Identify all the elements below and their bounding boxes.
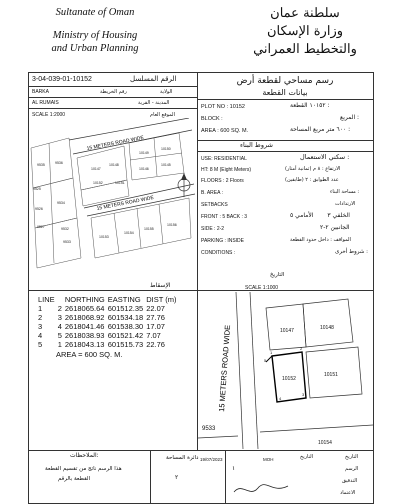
coordinates-header-row [38,295,179,304]
parcel-label: 10152 [93,181,103,185]
corner-4: 4 [279,396,282,401]
parcel-label: 9527 [37,225,45,229]
footer-num-2: ١ [232,465,236,472]
parcel-label: 9525 [33,187,41,191]
col-header-northing: NORTHING [64,295,105,304]
line-to: 5 [57,331,62,340]
floors-value: 2 Floors [225,178,244,184]
use-ar-row [300,154,349,160]
corner-3: 3 [302,392,305,397]
use-value: RESIDENTIAL [214,156,247,162]
row-divider [197,151,374,152]
parcel-label: 9532 [61,227,69,231]
plot-label-10152: 10152 [282,376,296,382]
footer-col-divider [150,450,151,504]
building-area-ar: مساحة البناء : [330,189,360,195]
row-divider [28,290,197,291]
table-row [38,322,179,331]
northing: 2618068.92 [64,313,105,322]
projection-label: الإسقاط [150,282,171,289]
drawing-road-label: 15 METERS ROAD WIDE [217,324,233,413]
setbacks-ar: الارتدادات [335,201,356,207]
distance: 17.07 [146,322,165,331]
footer-date: 19/07/2023 [200,457,223,462]
parking-ar: المواقف : داخل حدود القطعة [290,237,351,243]
use-label: USE: [201,156,213,162]
ministry-name-ar-line2: وزارة الإسكان [267,24,343,39]
back-ar: الخلفي ٣ [327,212,350,219]
row-divider [28,108,197,109]
parcel-label: 9526 [35,207,43,211]
footer-draw-label: الرسم [345,466,359,472]
easting: 601515.73 [107,340,144,349]
footer-num-1: ٢ [175,474,179,481]
use-row [201,156,247,162]
building-area-label: B. AREA : [201,190,223,196]
table-row [38,313,179,322]
frame-divider-vertical [197,72,198,290]
northing: 2618065.64 [64,304,105,313]
plot-title: رسم مساحي لقطعة أرض [236,76,334,86]
side-value: 2-2 [216,226,225,232]
north-arrow-icon [176,172,192,198]
use-ar-value: سكني [328,153,346,161]
back-value: 3 [244,214,248,220]
plot-label-10151: 10151 [324,372,338,378]
footer-divider [28,450,374,451]
easting: 601512.35 [107,304,144,313]
table-row [38,331,179,340]
floors-ar: عدد الطوابق : ٢ (طابقين) [285,177,339,183]
signature-image [232,480,292,500]
row-divider [197,140,374,141]
parking-label: PARKING : [201,238,226,244]
map-road-label-2: 15 METERS ROAD WIDE [96,194,155,212]
parcel-label: 10146 [139,167,149,171]
map-scale: SCALE 1:2000 [32,112,66,118]
front-value: 5 [222,214,226,220]
village-value: AL RUMAIS [32,100,59,106]
footer-check-label: التدقيق [342,478,358,484]
parcel-label: 9534 [57,201,65,205]
plot-no-row [201,104,245,110]
floors-label: FLOORS : [201,178,225,184]
parcel-label: 10154 [124,231,134,235]
easting: 601538.30 [107,322,144,331]
conditions-ar: شروط أخرى : [335,249,369,255]
plot-no-ar-row [290,103,330,109]
col-header-easting: EASTING [107,295,141,304]
plot-label-10148: 10148 [320,325,334,331]
wilayat-value: BARKA [32,89,49,95]
parcel-label: 10156 [167,223,177,227]
ministry-name-en-line1: Sultanate of Oman [55,7,135,18]
area-ar-row [290,127,350,133]
plot-drawing [198,292,373,449]
side-ar: الجانبين ٢-٢ [320,224,350,231]
parcel-label: 9536 [55,161,63,165]
plot-label-10147: 10147 [280,328,294,334]
note-line-1: هذا الرسم ناتج من تقسيم القطعة [45,466,122,472]
northing: 2618043.13 [64,340,105,349]
line-to: 3 [57,313,62,322]
building-conditions-title: شروط البناء [240,141,273,149]
line-from: 5 [38,340,43,349]
line-from: 3 [38,322,43,331]
ministry-name-en-line2: Ministry of Housing [52,30,138,41]
footer-moh: MOH [263,457,274,462]
plot-label-10154: 10154 [318,440,332,446]
footer-date-label-2: التاريخ [345,454,358,460]
northing: 2618038.93 [64,331,105,340]
parcel-label: 10147 [91,167,101,171]
row-divider [28,97,197,98]
parcel-10148 [303,299,353,347]
easting: 601521.42 [107,331,144,340]
col-header-line: LINE [38,295,55,304]
block-label: BLOCK : [201,116,223,122]
chamfer-line [266,356,272,362]
parcel-label: 10150 [161,147,171,151]
plot-no-value: 10152 [229,104,245,110]
drawing-scale: SCALE 1:1000 [245,285,279,291]
parcel-label: 9535 [37,163,45,167]
parcel-label: 10149 [139,151,149,155]
back-label: BACK : [226,214,243,220]
ministry-name-ar-line3: والتخطيط العمراني [253,42,357,57]
plot-no-ar-value: ١٠١٥٢ [309,102,326,109]
map-number-label: رقم الخريطة [100,89,127,95]
parcel-label: 10155 [144,227,154,231]
area-value: 600 SQ. M. [220,128,249,134]
distance: 7.07 [146,331,161,340]
line-to: 4 [57,322,62,331]
front-back-row [201,214,247,220]
height-label: HT: [201,167,209,173]
area-summary: AREA = 600 SQ. M. [56,350,123,359]
side-label: SIDE : [201,226,216,232]
floors-row [201,178,244,184]
parcel-label: 10148 [109,163,119,167]
row-divider [28,86,197,87]
location-label: الموقع العام [150,112,175,118]
conditions-date-label: التاريخ [270,272,285,278]
use-ar-label: الاستعمال : [300,153,350,161]
col-header-dist: DIST (m) [146,295,177,304]
front-label: FRONT : [201,214,221,220]
height-note: (Eight Meters) [219,167,252,173]
area-label: AREA : [201,128,219,134]
setbacks-label: SETBACKS [201,202,228,208]
corner-5: 5 [264,358,267,363]
corner-1: 1 [270,350,273,355]
front-back-ar-row [290,213,350,219]
area-row [201,128,248,134]
footer-approve-label: الاعتماد [340,490,356,496]
area-ar-value: ٦٠٠ متر مربع [313,126,347,133]
note-line-2: القطعة بالرقم [58,476,91,482]
northing: 2618041.46 [64,322,105,331]
block-ar-label: المربع : [340,114,360,121]
notes-label: الملاحظات: [70,452,99,459]
side-row [201,226,224,232]
plot-subtitle: بيانات القطعة [262,88,308,97]
easting: 601534.18 [107,313,144,322]
footer-date-label: التاريخ [300,454,313,460]
area-ar-label: المساحة : [290,126,351,133]
corner-2: 2 [300,346,303,351]
footer-col-divider [225,450,226,504]
distance: 22.76 [146,340,165,349]
plot-no-label: PLOT NO : [201,104,229,110]
ministry-name-en-line3: and Urban Planning [51,43,139,54]
line-from: 2 [38,313,43,322]
serial-number: 3-04-039-01-10152 [32,76,92,83]
distance: 22.07 [146,304,165,313]
line-to: 1 [57,340,62,349]
parcel-label: 10153 [99,235,109,239]
line-from: 1 [38,304,43,313]
village-label: المدينة - القرية [138,100,170,106]
plot-label-9533: 9533 [202,426,216,432]
front-ar: الأمامي ٥ [290,212,314,219]
ministry-name-ar-line1: سلطنة عمان [270,6,340,21]
parcel-label: 10151 [115,181,125,185]
plot-no-ar-label: القطعة : [290,102,330,109]
parcel-10147 [266,304,306,350]
row-divider [197,99,374,100]
parking-row [201,238,244,244]
height-ar: الارتفاع : ٨ م (ثمانية أمتار) [285,166,341,172]
line-from: 4 [38,331,43,340]
parcel-label: 10145 [161,163,171,167]
height-row [201,167,251,173]
parcel-label: 9533 [63,240,71,244]
parking-value: INSIDE [227,238,244,244]
table-row [38,340,179,349]
conditions-label: CONDITIONS : [201,250,236,256]
serial-label: الرقم المسلسل [130,75,177,83]
location-map [29,118,197,288]
wilayat-label: الولاية [160,89,173,95]
table-row [38,304,179,313]
survey-office-label: دائرة المساحة [166,455,199,461]
map-road-label: 15 METERS ROAD WIDE [86,134,145,152]
height-value: 8 M [209,167,219,173]
line-to: 2 [57,304,62,313]
distance: 27.76 [146,313,165,322]
coordinates-table [38,295,179,359]
